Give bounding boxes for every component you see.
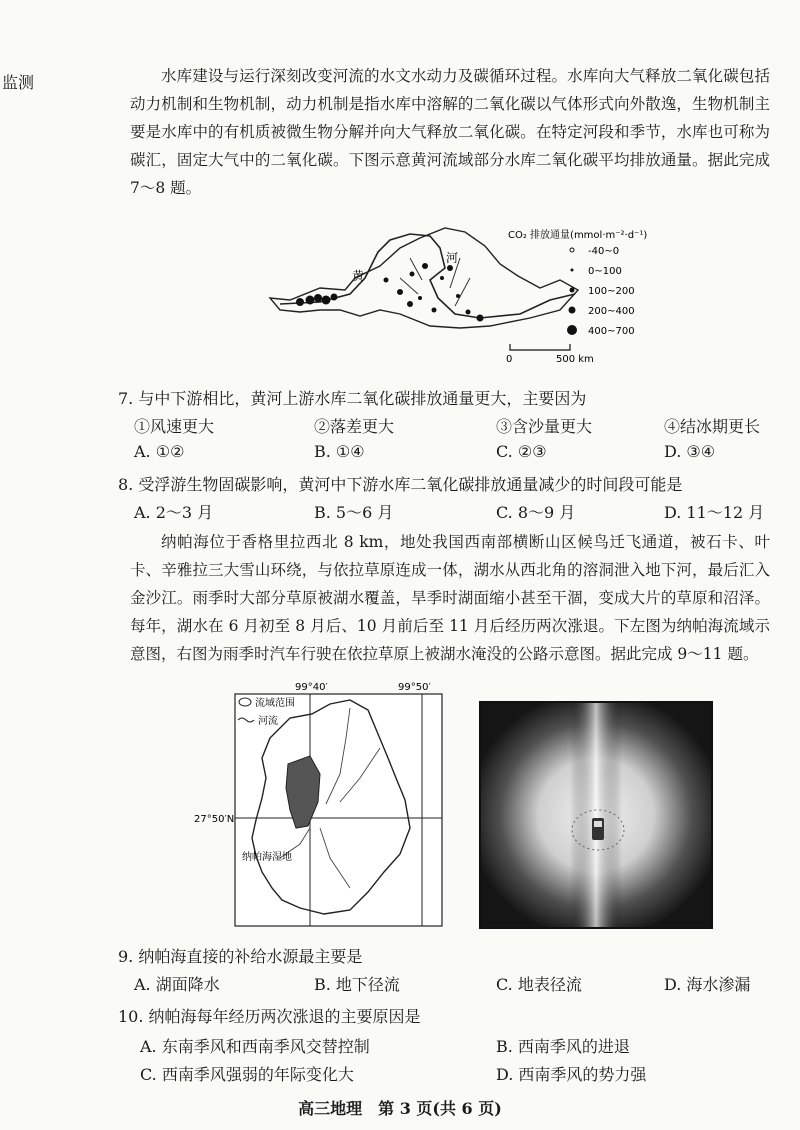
q7-option-d[interactable]: D. ③④ — [664, 442, 716, 461]
side-label: 监测 — [2, 73, 35, 92]
q8-option-b[interactable]: B. 5～6 月 — [314, 503, 394, 522]
q7-option-c[interactable]: C. ②③ — [496, 442, 547, 461]
legend-item-4: 200~400 — [588, 306, 635, 317]
q7-item-4: ④结冰期更长 — [664, 417, 761, 436]
lon-label-2: 99°50′ — [398, 682, 431, 693]
page-footer: 高三地理 第 3 页(共 6 页) — [298, 1099, 502, 1118]
legend-item-1: -40~0 — [588, 246, 620, 257]
q7-option-b[interactable]: B. ①④ — [314, 442, 365, 461]
lon-label-1: 99°40′ — [295, 682, 328, 693]
q10-option-d[interactable]: D. 西南季风的势力强 — [496, 1065, 647, 1084]
q7-item-1: ①风速更大 — [134, 417, 215, 436]
river-label-1: 黄 — [352, 269, 365, 283]
q10-option-b[interactable]: B. 西南季风的进退 — [496, 1037, 630, 1056]
q8-option-c[interactable]: C. 8～9 月 — [496, 503, 576, 522]
legend-item-5: 400~700 — [588, 326, 635, 337]
q9-option-b[interactable]: B. 地下径流 — [314, 975, 400, 994]
q8-stem: 8. 受浮游生物固碳影响，黄河中下游水库二氧化碳排放通量减少的时间段可能是 — [118, 475, 683, 494]
q7-option-a[interactable]: A. ①② — [134, 442, 185, 461]
legend-river: 河流 — [258, 716, 278, 727]
legend-title: CO₂ 排放通量(mmol·m⁻²·d⁻¹) — [508, 230, 648, 241]
q9-option-c[interactable]: C. 地表径流 — [496, 975, 582, 994]
passage-1: 水库建设与运行深刻改变河流的水文水动力及碳循环过程。水库向大气释放二氧化碳包括动力机制和生物机制，动力机制是指水库中溶解的二氧化碳以气体形式向外散逸，生物机制主要是水库中的有机质被微生物分解并向大气释放二氧化碳。在特定河段和季节，水库也可称为碳汇，固定大气中的二氧化碳。下图示意黄河流域部分水库二氧化碳平均排放通量。据此完成 7～8 题。 — [130, 67, 770, 197]
legend-basin: 流域范围 — [255, 698, 295, 709]
q9-option-a[interactable]: A. 湖面降水 — [134, 975, 220, 994]
q7-stem: 7. 与中下游相比，黄河上游水库二氧化碳排放通量更大，主要因为 — [118, 389, 587, 408]
yellow-river-map — [260, 218, 720, 366]
scale-label: 500 km — [556, 354, 594, 365]
legend-item-3: 100~200 — [588, 286, 635, 297]
river-label-2: 河 — [446, 251, 459, 265]
q10-stem: 10. 纳帕海每年经历两次涨退的主要原因是 — [118, 1007, 421, 1026]
napahai-basin-map — [194, 678, 450, 940]
flooded-road-photo — [480, 702, 712, 928]
passage-2: 纳帕海位于香格里拉西北 8 km，地处我国西南部横断山区候鸟迁飞通道，被石卡、叶卡、辛雅拉三大雪山环绕，与依拉草原连成一体，湖水从西北角的溶洞泄入地下河，最后汇入金沙江。雨季时大部分草原被湖水覆盖，旱季时湖面缩小甚至干涸，变成大片的草原和沼泽。每年，湖水在 6 月初至 8 月后、10 月前后至 11 月后经历两次涨退。下左图为纳帕海流域示意图，右图为雨季时汽车行驶在依拉草原上被湖水淹没的公路示意图。据此完成 9～11 题。 — [130, 533, 770, 663]
q9-option-d[interactable]: D. 海水渗漏 — [664, 975, 751, 994]
q9-stem: 9. 纳帕海直接的补给水源最主要是 — [118, 947, 363, 966]
lat-label: 27°50′N — [194, 814, 235, 825]
q8-option-a[interactable]: A. 2～3 月 — [134, 503, 214, 522]
q7-item-2: ②落差更大 — [314, 417, 395, 436]
q10-option-c[interactable]: C. 西南季风强弱的年际变化大 — [140, 1065, 354, 1084]
q10-option-a[interactable]: A. 东南季风和西南季风交替控制 — [140, 1037, 370, 1056]
wetland-label: 纳帕海湿地 — [242, 852, 292, 863]
scale-zero: 0 — [506, 354, 513, 365]
q7-item-3: ③含沙量更大 — [496, 417, 593, 436]
legend-item-2: 0~100 — [588, 266, 622, 277]
q8-option-d[interactable]: D. 11～12 月 — [664, 503, 765, 522]
